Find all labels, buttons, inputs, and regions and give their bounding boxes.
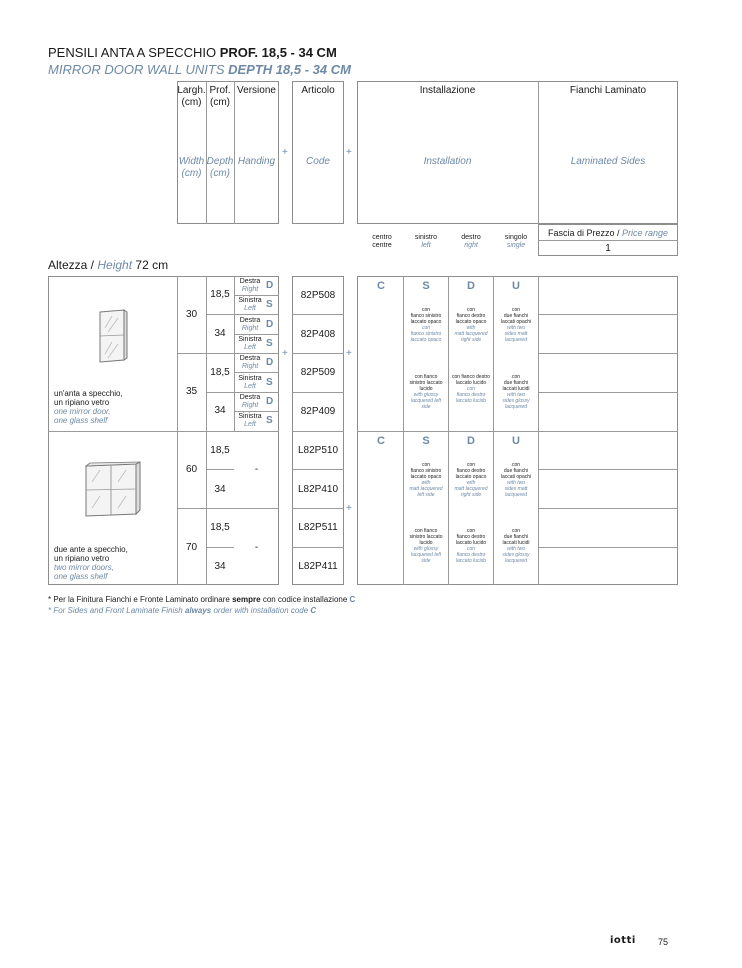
- header-installazione: Installazione: [419, 85, 476, 96]
- article-code: 82P408: [300, 329, 336, 340]
- width-value: 35: [185, 386, 198, 397]
- header-prof: Prof. (cm): [209, 85, 231, 108]
- install-code-s: S: [422, 435, 430, 447]
- install-note-d-opaque: con fianco destro laccato opaco with matt lacquered right side: [454, 462, 488, 498]
- page-title: PENSILI ANTA A SPECCHIO PROF. 18,5 - 34 CM: [48, 45, 337, 60]
- install-note-d-glossy: con fianco destro laccato lucido con fianco destro laccato lucido: [451, 374, 491, 404]
- section1-description: un'anta a specchio, un ripiano vetro one mirror door, one glass shelf: [54, 389, 123, 425]
- handing-left: Sinistra Left S: [238, 413, 273, 428]
- install-col-singolo: singolo single: [504, 234, 528, 249]
- header-laminated: Laminated Sides: [570, 156, 646, 167]
- depth-value: 34: [214, 484, 226, 495]
- install-col-sinistro: sinistro left: [414, 234, 438, 249]
- handing-left: Sinistra Left S: [238, 297, 273, 312]
- install-note-d-opaque: con fianco destro laccato opaco with matt lacquered right side: [454, 307, 488, 343]
- price-range-label: Fascia di Prezzo / Price range: [547, 228, 669, 238]
- header-installation: Installation: [423, 156, 472, 167]
- install-note-u-glossy: con due fianchi laccati lucidi with two sides glossy lacquered: [502, 528, 530, 564]
- install-code-s: S: [422, 280, 430, 292]
- article-code: L82P510: [297, 445, 339, 456]
- height-label: Altezza / Height 72 cm: [48, 258, 169, 272]
- plus-icon: +: [282, 147, 288, 158]
- handing-right: Destra Right D: [239, 317, 274, 332]
- article-code: 82P509: [300, 367, 336, 378]
- install-note-u-opaque: con due fianchi laccati opachi with two sides matt lacquered: [500, 462, 532, 498]
- install-note-s-glossy: con fianco sinistro laccato lucido with glossy lacquered left side: [409, 528, 443, 564]
- header-code: Code: [306, 156, 330, 167]
- install-code-c: C: [377, 435, 385, 447]
- install-note-u-opaque: con due fianchi laccati opachi with two sides matt lacquered: [500, 307, 532, 343]
- article-code: L82P511: [298, 522, 338, 533]
- handing-right: Destra Right D: [239, 355, 274, 370]
- width-value: 30: [185, 309, 198, 320]
- install-code-u: U: [512, 280, 520, 292]
- handing-left: Sinistra Left S: [238, 375, 273, 390]
- plus-icon: +: [346, 147, 352, 158]
- handing-right: Destra Right D: [239, 394, 274, 409]
- article-code: 82P508: [300, 290, 336, 301]
- install-note-s-glossy: con fianco sinistro laccato lucido with glossy lacquered left side: [409, 374, 443, 410]
- depth-value: 34: [214, 561, 226, 572]
- install-col-destro: destro right: [461, 234, 481, 249]
- price-range-value: 1: [605, 243, 611, 254]
- depth-value: 18,5: [210, 522, 230, 533]
- single-mirror-door-cabinet-illustration: [96, 306, 130, 364]
- article-code: L82P411: [298, 561, 338, 572]
- width-value: 60: [185, 464, 198, 475]
- page-subtitle: MIRROR DOOR WALL UNITS DEPTH 18,5 - 34 CM: [48, 62, 351, 77]
- section2-description: due ante a specchio, un ripiano vetro two mirror doors, one glass shelf: [54, 545, 128, 581]
- page-number: 75: [658, 937, 669, 947]
- handing-none: -: [254, 464, 259, 475]
- footnote-italian: * Per la Finitura Fianchi e Fronte Laminato ordinare sempre con codice installazione C: [48, 595, 356, 604]
- header-width: Width (cm): [178, 156, 205, 179]
- header-code-box: [292, 81, 344, 224]
- depth-value: 34: [214, 328, 226, 339]
- install-code-u: U: [512, 435, 520, 447]
- plus-icon: +: [346, 503, 352, 514]
- brand-logo: iotti: [610, 935, 636, 946]
- install-col-centro: centro centre: [372, 234, 392, 249]
- install-code-d: D: [467, 435, 475, 447]
- handing-none: -: [254, 542, 259, 553]
- header-versione: Versione: [237, 85, 276, 96]
- footnote-english: * For Sides and Front Laminate Finish always order with installation code C: [48, 606, 317, 615]
- handing-right: Destra Right D: [239, 278, 274, 293]
- install-note-s-opaque: con fianco sinistro laccato opaco with matt lacquered left side: [409, 462, 443, 498]
- header-largh: Largh. (cm): [177, 85, 206, 108]
- handing-left: Sinistra Left S: [238, 336, 273, 351]
- install-code-c: C: [377, 280, 385, 292]
- header-install-box: [357, 81, 678, 224]
- header-handing: Handing: [237, 156, 276, 167]
- depth-value: 18,5: [210, 367, 230, 378]
- article-code: 82P409: [300, 406, 336, 417]
- header-articolo: Articolo: [301, 85, 335, 96]
- depth-value: 34: [214, 405, 226, 416]
- depth-value: 18,5: [210, 445, 230, 456]
- plus-icon: +: [346, 348, 352, 359]
- double-mirror-door-cabinet-illustration: [82, 458, 144, 520]
- header-fianchi: Fianchi Laminato: [569, 85, 647, 96]
- depth-value: 18,5: [210, 289, 230, 300]
- article-code: L82P410: [297, 484, 339, 495]
- header-depth: Depth (cm): [206, 156, 234, 179]
- width-value: 70: [185, 542, 198, 553]
- install-note-d-glossy: con fianco destro laccato lucido con fianco destro laccato lucido: [455, 528, 487, 564]
- install-note-s-opaque: con fianco sinistro laccato opaco con fianco sinistro laccato opaco: [410, 307, 442, 343]
- plus-icon: +: [282, 348, 288, 359]
- install-note-u-glossy: con due fianchi laccati lucidi with two sides glossy lacquered: [502, 374, 530, 410]
- install-code-d: D: [467, 280, 475, 292]
